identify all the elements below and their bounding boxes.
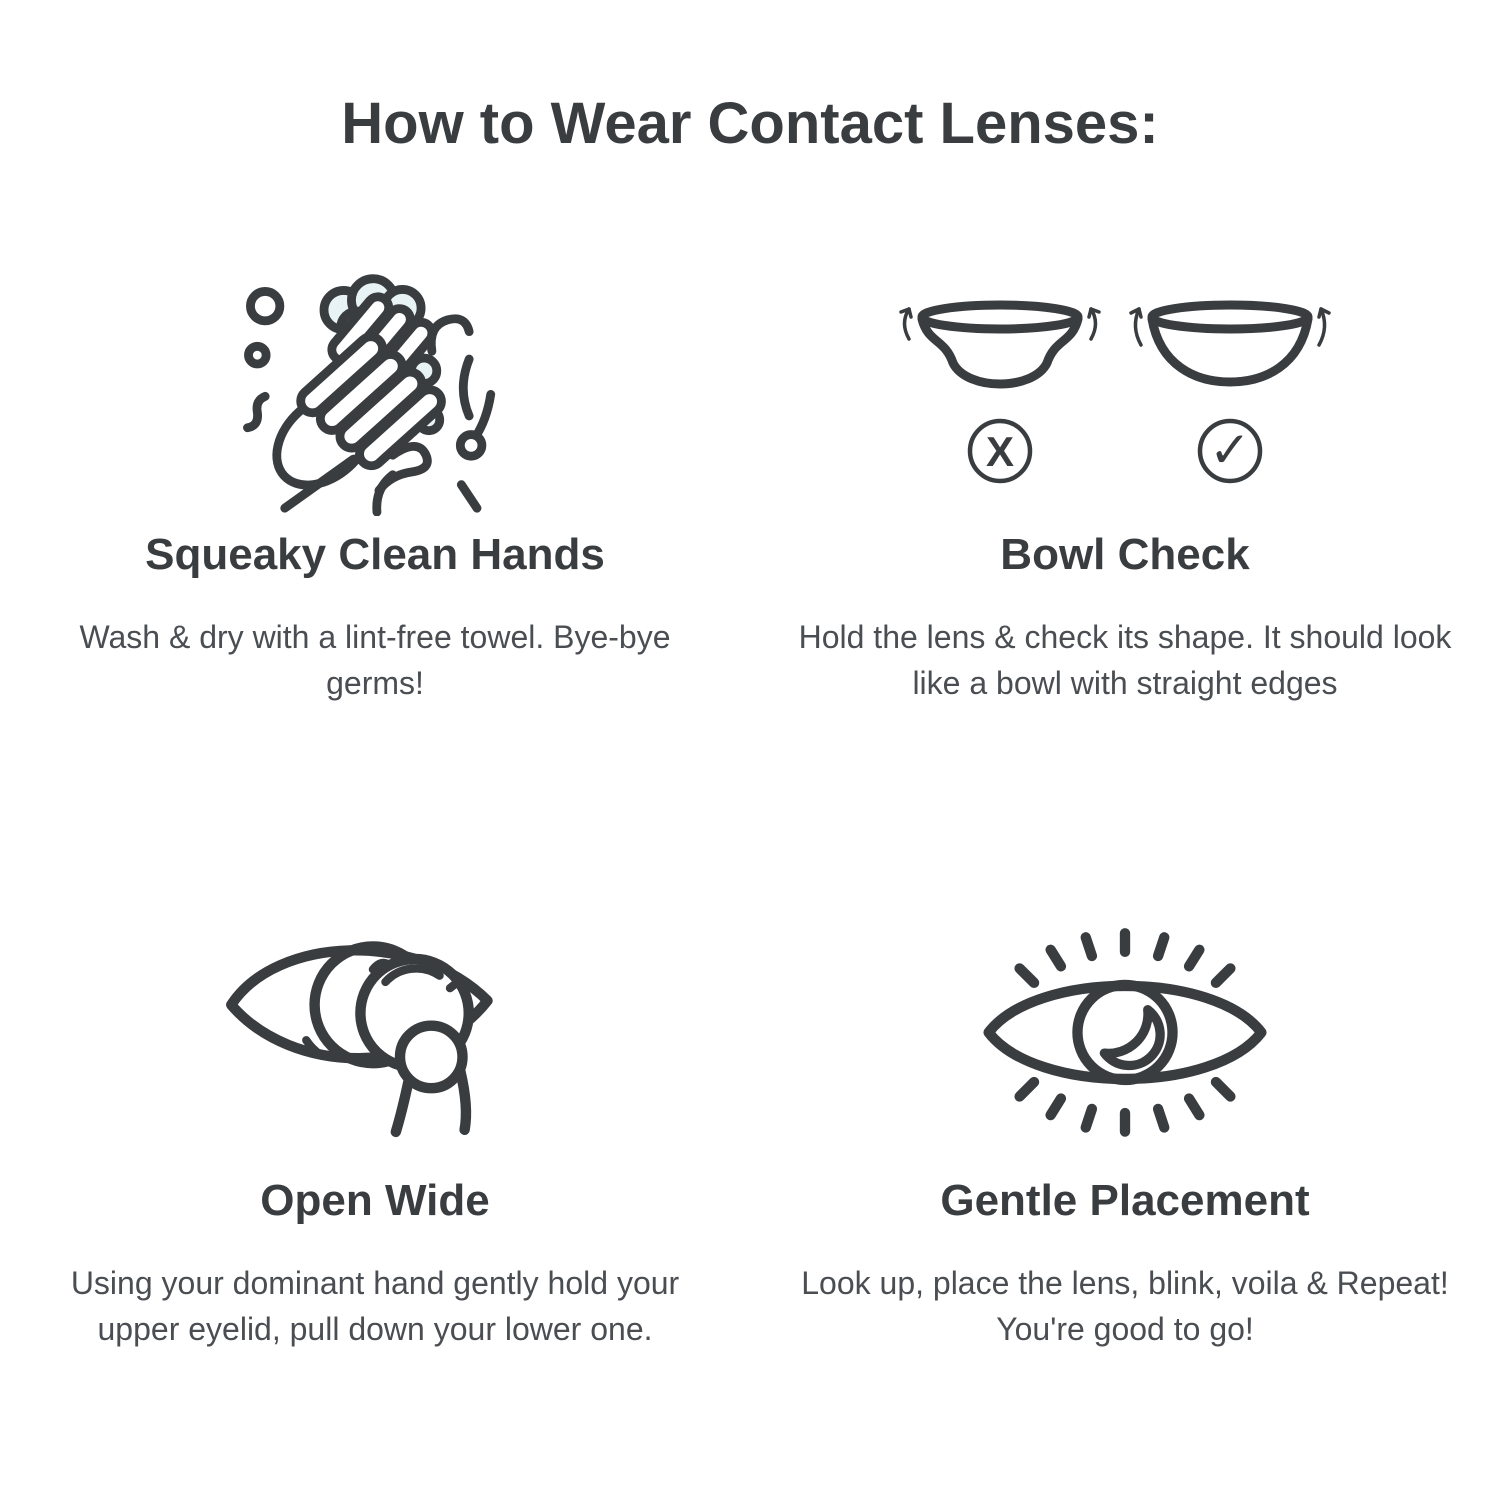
finger-side [460,1072,466,1130]
page-title: How to Wear Contact Lenses: [341,91,1159,156]
lens-bowl-comparison-icon [895,279,1355,499]
finger-side [396,1082,409,1132]
eye-with-lens-icon [970,907,1280,1162]
eye-with-lens-icon [970,917,1280,1152]
washing-hands-icon [225,261,525,516]
forearm-line [475,394,491,437]
finger-hook [431,319,469,351]
arm-line [377,475,393,512]
eye-lens-insertion-icon [215,909,535,1159]
step-title: Bowl Check [1000,530,1250,579]
step-description: Look up, place the lens, blink, voila & Repeat! You're good to go! [801,1264,1449,1348]
wrong-badge [970,421,1030,481]
wrist-cuff [248,396,266,427]
washing-hands-icon [225,261,525,516]
step-title: Gentle Placement [940,1175,1310,1225]
wrong-lens-bowl [901,305,1099,384]
forearm-line [463,359,469,416]
step-description: Hold the lens & check its shape. It should look like a bowl with straight edges [798,619,1452,702]
eyelashes [1020,933,1231,1131]
step-description: Using your dominant hand gently hold your upper eyelid, pull down your lower one. [70,1264,680,1348]
step-description: Wash & dry with a lint-free towel. Bye-bye germs! [79,619,671,702]
correct-lens-bowl [1131,305,1329,382]
step-squeaky-clean-hands [0,261,750,707]
lens-bowl-comparison-icon [895,261,1355,516]
steps-grid [0,261,1500,1353]
step-title: Open Wide [260,1175,490,1225]
step-title: Squeaky Clean Hands [145,530,605,579]
sleeve-line [461,485,477,509]
contact-lens-crescent [1104,1009,1160,1065]
step-bowl-check [750,261,1500,707]
step-gentle-placement [750,907,1500,1353]
x-mark: X [985,427,1015,475]
eye-lens-insertion-icon [215,907,535,1162]
step-open-wide [0,907,750,1353]
correct-badge [1200,421,1260,481]
check-mark: ✓ [1209,420,1251,479]
